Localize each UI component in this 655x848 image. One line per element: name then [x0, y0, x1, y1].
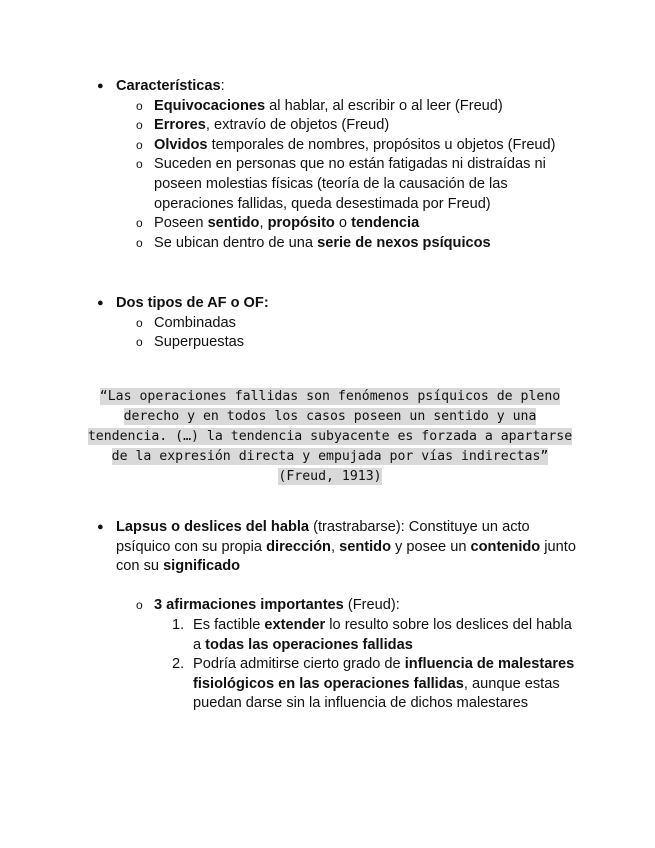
section-lapsus [0, 518, 655, 714]
numbered-item: 2. Podría admitirse cierto grado de influencia de malestares fisiológicos en las operaciones fallidas, aunque estas puedan darse sin la influencia de dichos malestares [172, 656, 575, 712]
numbered-item: 1. Es factible extender lo resulto sobre los deslices del habla a todas las operaciones fallidas [172, 616, 572, 653]
bullet-icon: o [136, 118, 143, 133]
bullet-icon: ● [97, 80, 104, 92]
bullet-icon: o [136, 137, 143, 152]
bullet-icon: ● [97, 521, 104, 533]
list-item: ● Lapsus o deslices del habla (trastrabarse): Constituye un acto psíquico con su propia dirección, sentido y posee un contenido junto con su significado [97, 519, 576, 575]
list-item: o Se ubican dentro de una serie de nexos psíquicos [0, 234, 655, 254]
list-item: o Suceden en personas que no están fatigadas ni distraídas ni poseen molestias físicas (teoría de la causación de las operaciones fallidas, queda desestimada por Freud) [136, 156, 546, 212]
list-item: o Poseen sentido, propósito o tendencia [0, 214, 655, 234]
bullet-icon: o [136, 315, 143, 330]
section-heading: Características [116, 78, 221, 94]
bullet-icon: o [136, 157, 143, 172]
bullet-icon: o [136, 598, 143, 613]
list-item: o Combinadas [0, 314, 655, 334]
bullet-icon: o [136, 216, 143, 231]
freud-quote: “Las operaciones fallidas son fenómenos psíquicos de pleno derecho y en todos los casos poseen un sentido y una tendencia. (…) la tendencia subyacente es forzada a apartarse de la expresión directa y empujada por vías indirectas” (Freud, 1913) [87, 389, 573, 484]
list-item: o Olvidos temporales de nombres, propósitos u objetos (Freud) [0, 136, 655, 156]
section-heading: Dos tipos de AF o OF: [116, 295, 269, 311]
list-item: o Errores, extravío de objetos (Freud) [0, 116, 655, 136]
list-item [0, 294, 655, 314]
section-caracteristicas [0, 77, 655, 253]
list-item: o Superpuestas [0, 333, 655, 353]
bullet-icon: ● [97, 297, 104, 309]
bullet-icon: o [136, 98, 143, 113]
list-item: o 3 afirmaciones importantes (Freud): [0, 596, 655, 616]
bullet-icon: o [136, 335, 143, 350]
list-item: o Equivocaciones al hablar, al escribir o al leer (Freud) [0, 97, 655, 117]
section-dos-tipos [0, 294, 655, 353]
bullet-icon: o [136, 235, 143, 250]
list-item: ● Características: [0, 77, 655, 97]
